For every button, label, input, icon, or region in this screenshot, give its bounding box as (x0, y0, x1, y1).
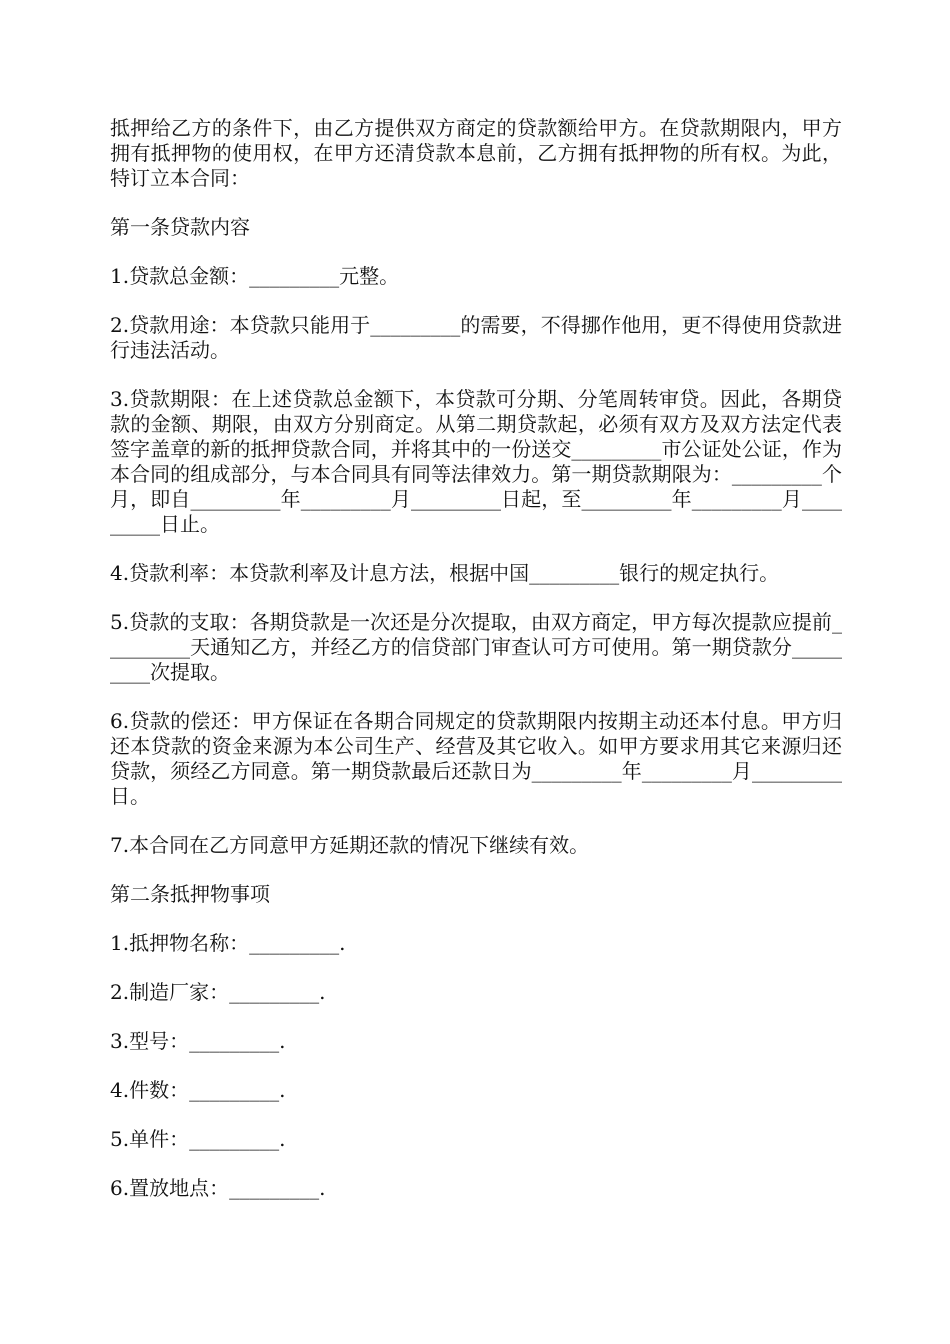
collateral-manufacturer: 2.制造厂家：_________. (110, 980, 326, 1004)
section-heading-loan-content: 第一条贷款内容 (110, 215, 250, 239)
collateral-location: 6.置放地点：_________. (110, 1176, 326, 1200)
intro-paragraph: 抵押给乙方的条件下，由乙方提供双方商定的贷款额给甲方。在贷款期限内，甲方拥有抵押物的使用权，在甲方还清贷款本息前，乙方拥有抵押物的所有权。为此，特订立本合同： (110, 116, 842, 190)
clause-loan-term: 3.贷款期限：在上述贷款总金额下，本贷款可分期、分笔周转审贷。因此，各期贷款的金额、期限，由双方分别商定。从第二期贷款起，必须有双方及双方法定代表签字盖章的新的抵押贷款合同，并将其中的一份送交_________市公证处公证，作为本合同的组成部分，与本合同具有同等法律效力。第一期贷款期限为：_________个月，即自_________年_________月_________日起，至_________年_________月_________日止。 (110, 387, 842, 536)
collateral-quantity: 4.件数：_________. (110, 1078, 286, 1102)
clause-interest-rate: 4.贷款利率：本贷款利率及计息方法，根据中国_________银行的规定执行。 (110, 561, 780, 585)
clause-withdrawal: 5.贷款的支取：各期贷款是一次还是分次提取，由双方商定，甲方每次提款应提前_________天通知乙方，并经乙方的信贷部门审查认可方可使用。第一期贷款分_________次提取。 (110, 610, 842, 684)
document-page (110, 116, 842, 1225)
clause-extension: 7.本合同在乙方同意甲方延期还款的情况下继续有效。 (110, 833, 590, 857)
collateral-name: 1.抵押物名称：_________. (110, 931, 346, 955)
collateral-unit: 5.单件：_________. (110, 1127, 286, 1151)
clause-loan-amount: 1.贷款总金额：_________元整。 (110, 264, 400, 288)
section-heading-collateral: 第二条抵押物事项 (110, 882, 270, 906)
clause-repayment: 6.贷款的偿还：甲方保证在各期合同规定的贷款期限内按期主动还本付息。甲方归还本贷款的资金来源为本公司生产、经营及其它收入。如甲方要求用其它来源归还贷款，须经乙方同意。第一期贷款最后还款日为_________年_________月_________日。 (110, 709, 842, 808)
clause-loan-purpose: 2.贷款用途：本贷款只能用于_________的需要，不得挪作他用，更不得使用贷款进行违法活动。 (110, 313, 842, 362)
collateral-model: 3.型号：_________. (110, 1029, 286, 1053)
